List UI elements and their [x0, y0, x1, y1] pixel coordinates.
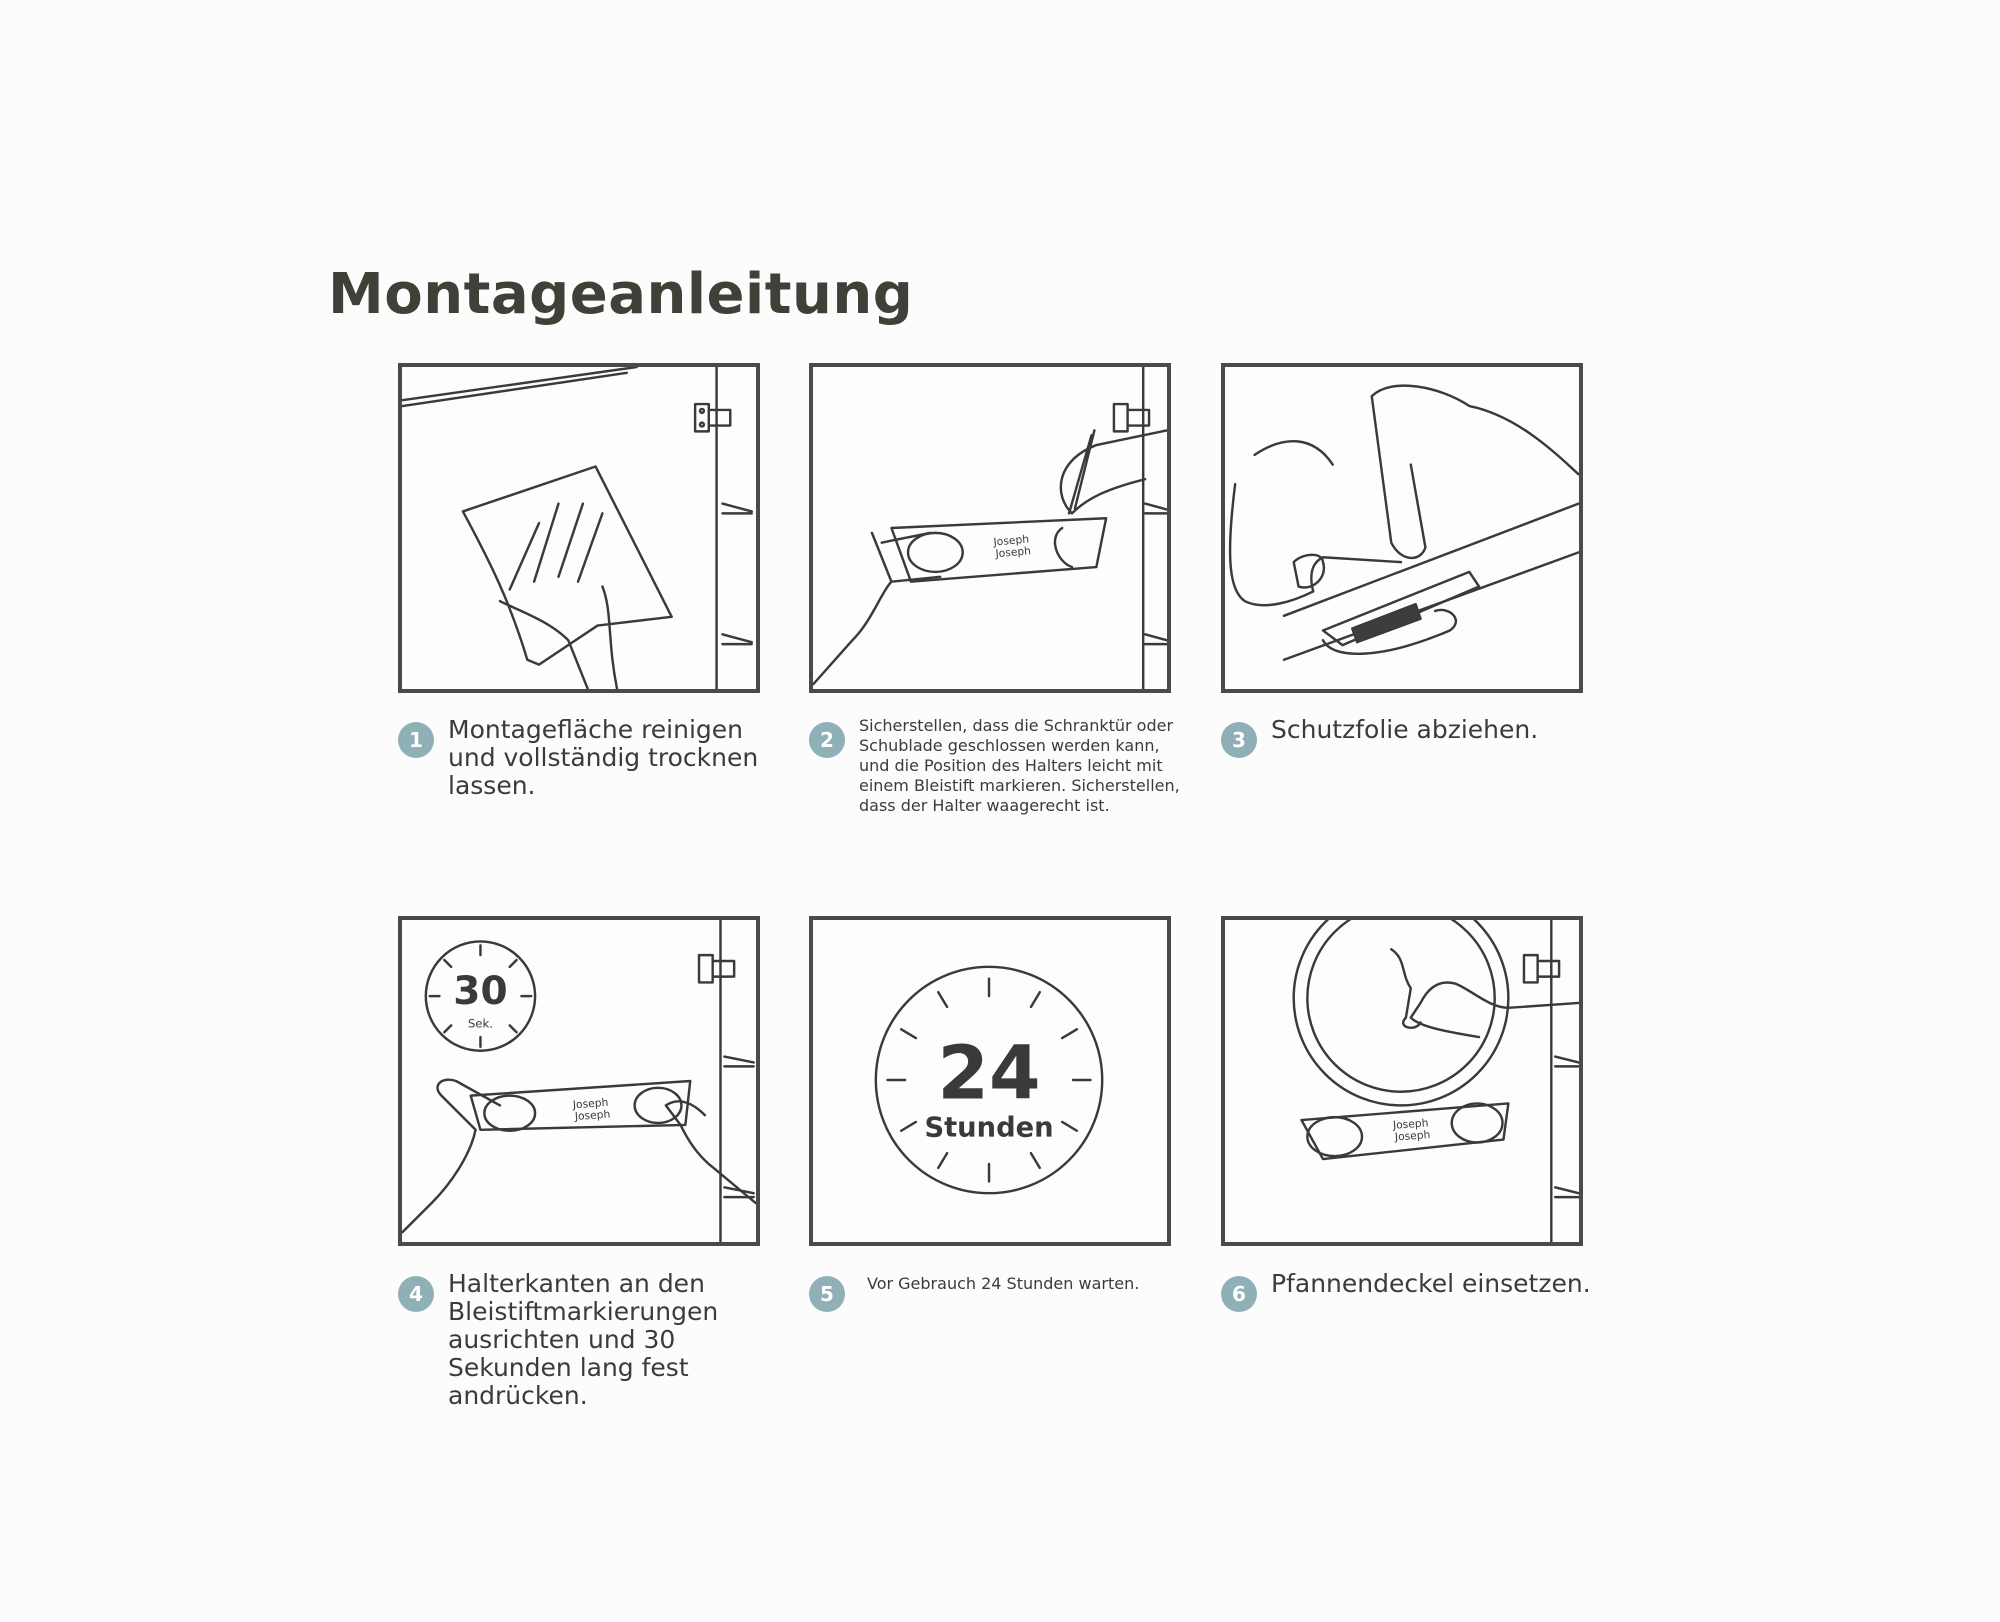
brand-logo-line1: Joseph — [993, 532, 1030, 549]
step-3 — [1221, 716, 1621, 758]
illustration-step-4 — [398, 916, 760, 1246]
page-title: Montageanleitung — [328, 262, 914, 327]
clock-24-unit: Stunden — [924, 1112, 1054, 1144]
step-text: Halterkanten an den Bleistiftmarkierungen ausrichten und 30 Sekunden lang fest andrücken. — [448, 1269, 719, 1410]
clock-24-value: 24 — [937, 1030, 1041, 1117]
step-1 — [398, 716, 778, 800]
timer-30-unit: Sek. — [467, 1016, 493, 1031]
step-text: Vor Gebrauch 24 Stunden warten. — [867, 1274, 1140, 1293]
hinge-icon — [695, 404, 730, 431]
illustration-step-2 — [809, 363, 1171, 693]
step-2 — [809, 716, 1199, 816]
hinge-icon — [1524, 955, 1559, 982]
step-number-badge: 5 — [809, 1276, 845, 1312]
brand-logo-line2: Joseph — [1394, 1128, 1431, 1144]
illustration-step-6 — [1221, 916, 1583, 1246]
step-text: Montagefläche reinigen und vollständig trocknen lassen. — [448, 715, 759, 800]
illustration-step-5 — [809, 916, 1171, 1246]
step-number-badge: 1 — [398, 722, 434, 758]
brand-logo-line2: Joseph — [574, 1107, 611, 1124]
step-number-badge: 4 — [398, 1276, 434, 1312]
step-4 — [398, 1270, 778, 1410]
step-5 — [809, 1270, 1199, 1312]
step-number-badge: 2 — [809, 722, 845, 758]
step-6 — [1221, 1270, 1621, 1312]
brand-logo-line2: Joseph — [994, 544, 1032, 561]
brand-logo-line1: Joseph — [1392, 1116, 1429, 1132]
timer-30-value: 30 — [453, 968, 508, 1014]
clock-24-icon — [876, 967, 1102, 1193]
step-number-badge: 3 — [1221, 722, 1257, 758]
illustration-step-1 — [398, 363, 760, 693]
illustration-step-3 — [1221, 363, 1583, 693]
pan-lid-icon — [1294, 920, 1509, 1105]
step-text: Sicherstellen, dass die Schranktür oder Schublade geschlossen werden kann, und die Position des Halters leicht mit einem Bleistift markieren. Sicherstellen, dass der Halter waagerecht ist. — [859, 716, 1180, 815]
timer-30-icon — [426, 941, 535, 1050]
hinge-icon — [699, 955, 734, 982]
brand-logo-line1: Joseph — [572, 1095, 609, 1112]
step-text: Schutzfolie abziehen. — [1271, 715, 1539, 744]
step-number-badge: 6 — [1221, 1276, 1257, 1312]
step-text: Pfannendeckel einsetzen. — [1271, 1269, 1591, 1298]
